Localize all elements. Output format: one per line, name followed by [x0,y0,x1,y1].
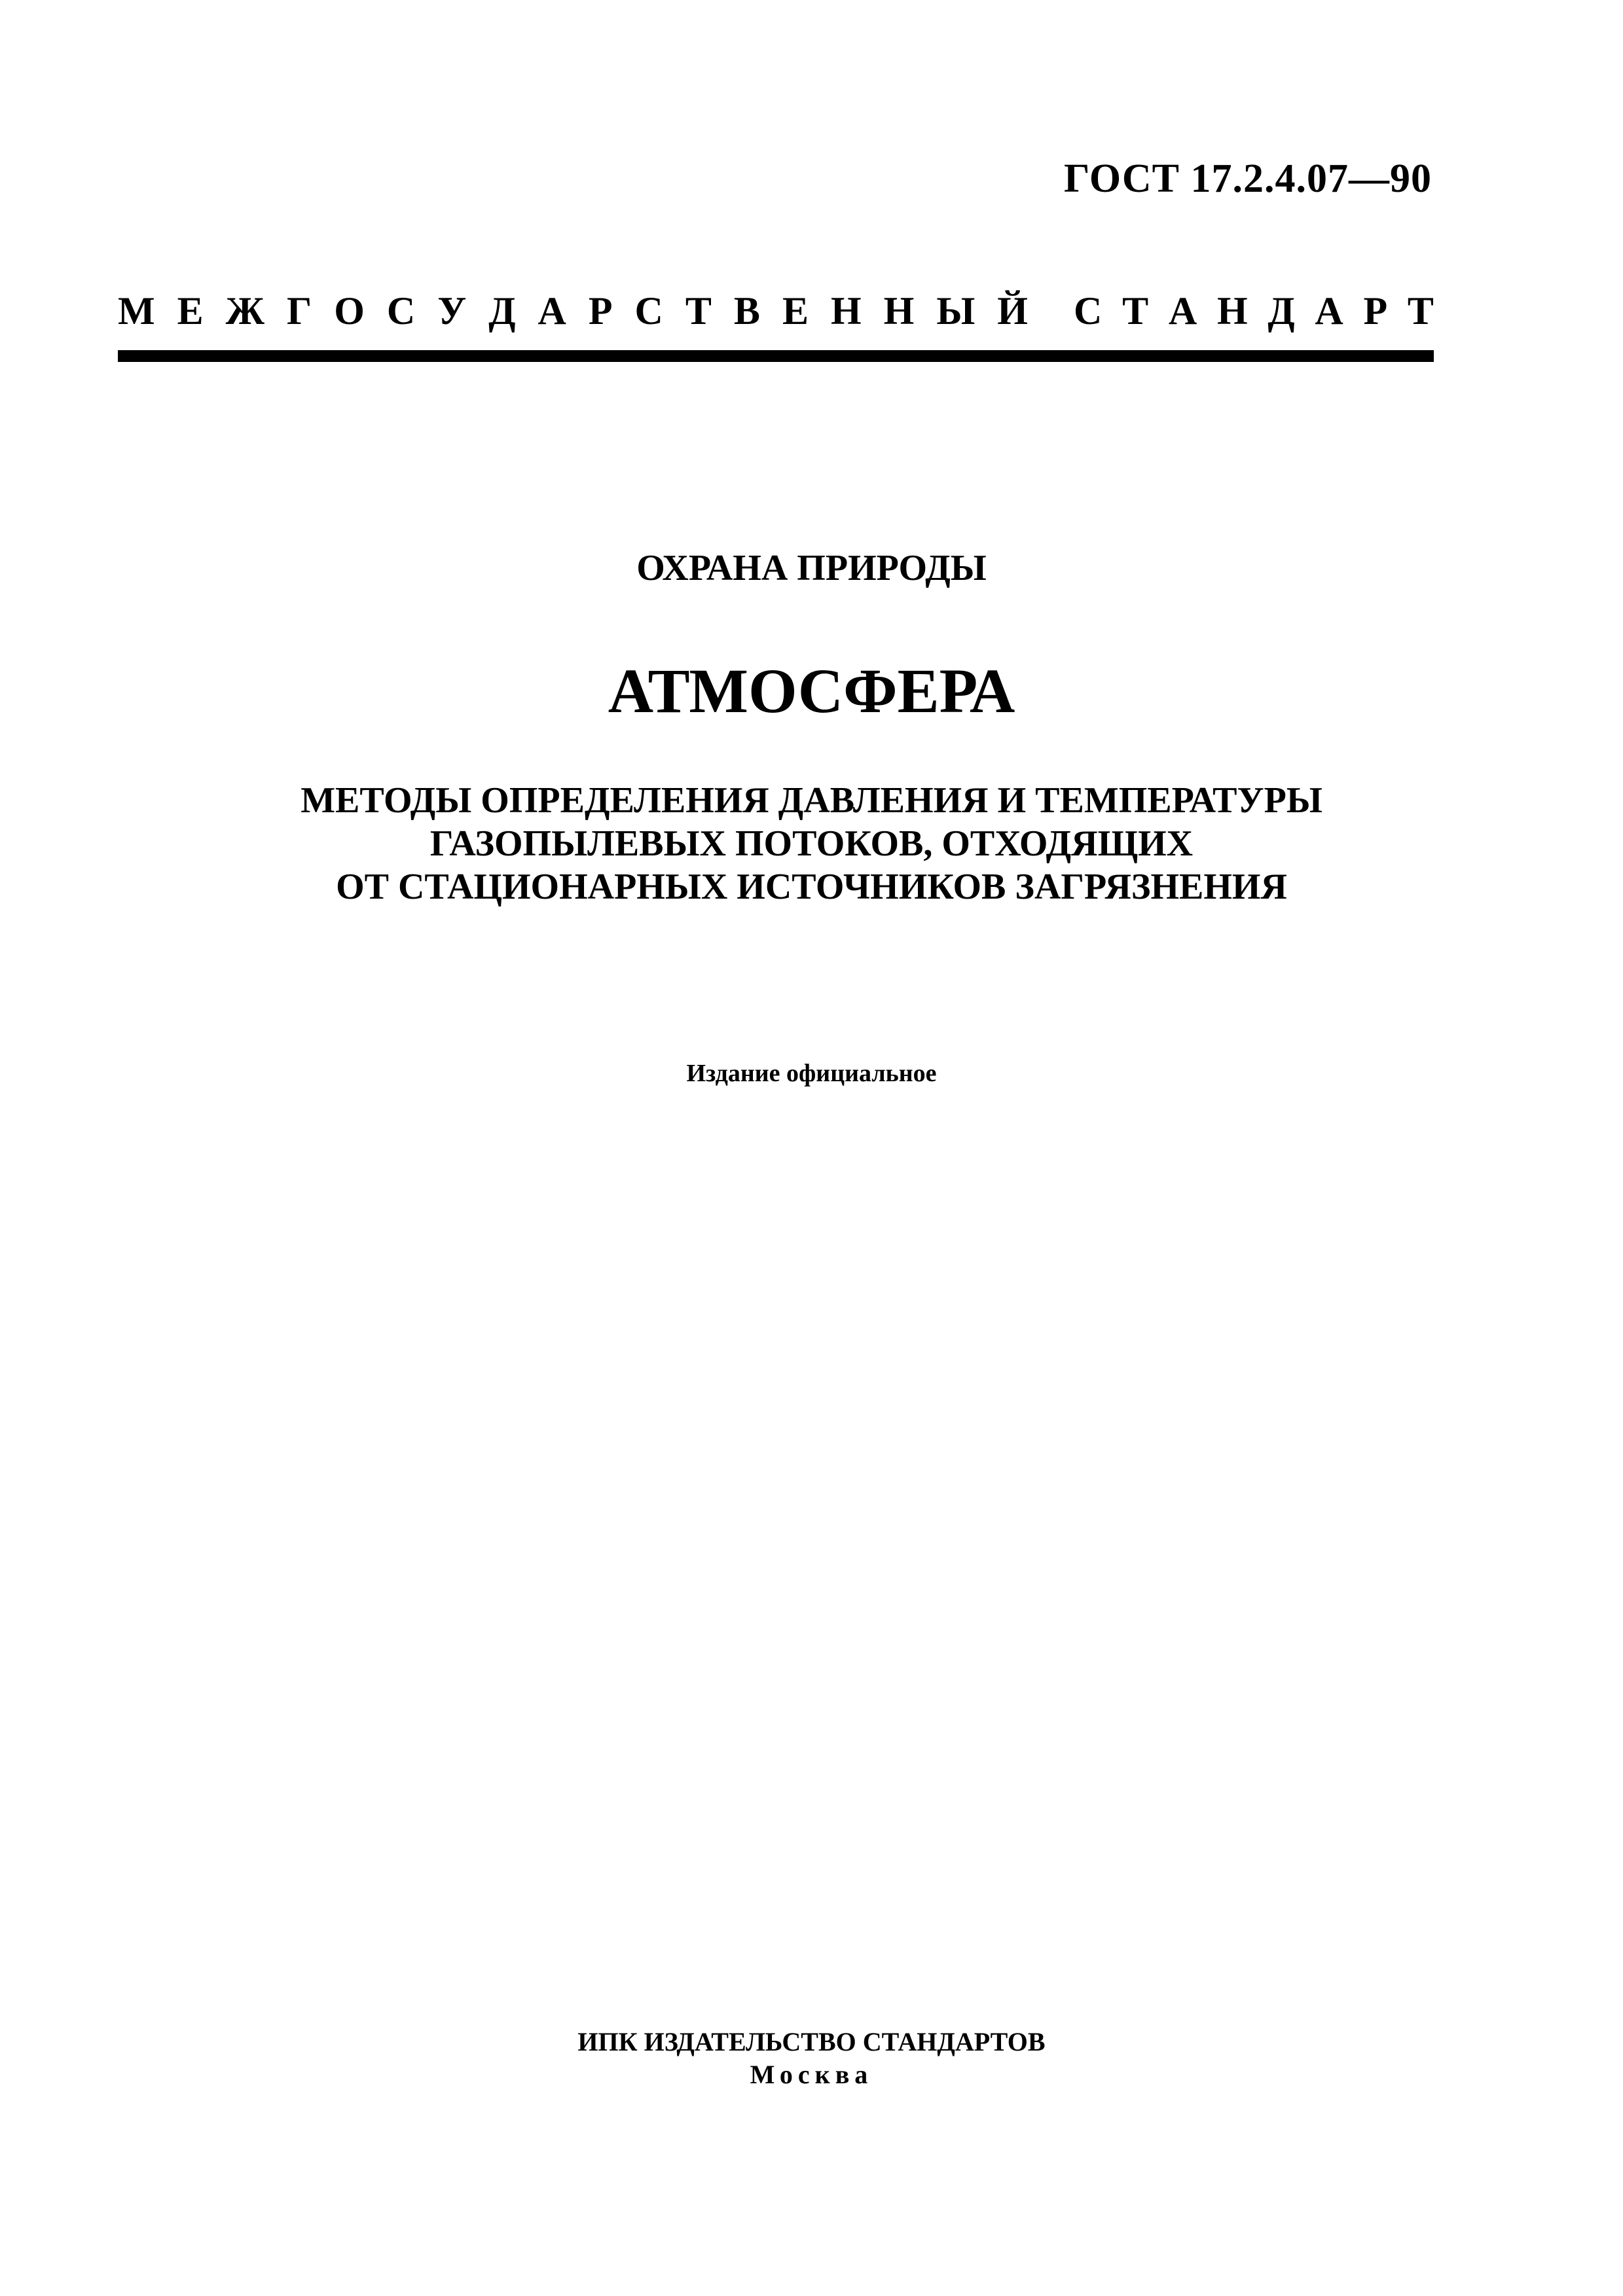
document-subtitle [0,779,1623,908]
standard-type-letter: А [538,289,566,332]
standard-type-letter: В [733,289,760,332]
standard-type-letter: Е [177,289,204,332]
document-title: АТМОСФЕРА [608,656,1015,726]
standard-type-letter: Д [488,289,516,332]
standard-type-letter: Р [588,289,613,332]
standard-type-letter: Т [1407,289,1434,332]
standard-type-letter: Т [1122,289,1149,332]
standard-type-heading [118,291,1434,331]
header-rule [118,350,1434,362]
standard-type-letter: С [1074,289,1103,332]
standard-type-word-1 [118,291,1028,331]
standard-type-letter: Р [1363,289,1388,332]
standard-type-letter: Н [1216,289,1248,332]
standard-type-letter: Г [287,289,312,332]
publisher-city: Москва [750,2060,873,2089]
edition-label: Издание официальное [686,1060,937,1087]
standard-type-letter: Т [685,289,712,332]
standard-type-letter: Ж [225,289,264,332]
standard-type-letter: Ы [936,289,976,332]
standard-type-letter: Д [1267,289,1295,332]
publisher-name: ИПК ИЗДАТЕЛЬСТВО СТАНДАРТОВ [577,2027,1046,2056]
standard-type-letter: А [1315,289,1343,332]
publisher-block [0,2026,1623,2091]
subtitle-line: ГАЗОПЫЛЕВЫХ ПОТОКОВ, ОТХОДЯЩИХ [429,823,1194,864]
standard-type-letter: Е [782,289,809,332]
standard-type-letter: С [386,289,416,332]
standard-type-letter: О [334,289,365,332]
standard-type-letter: А [1168,289,1197,332]
document-number: ГОСТ 17.2.4.07—90 [1063,156,1432,201]
standard-type-word-2 [1074,291,1434,331]
standard-type-letter: М [118,289,155,332]
standard-type-letter: Н [830,289,862,332]
standard-type-letter: Й [997,289,1028,332]
document-subject: ОХРАНА ПРИРОДЫ [636,548,987,588]
standard-type-letter: С [634,289,663,332]
standard-type-letter: У [437,289,467,332]
standard-type-letter: Н [883,289,915,332]
subtitle-line: ОТ СТАЦИОНАРНЫХ ИСТОЧНИКОВ ЗАГРЯЗНЕНИЯ [336,867,1287,907]
subtitle-line: МЕТОДЫ ОПРЕДЕЛЕНИЯ ДАВЛЕНИЯ И ТЕМПЕРАТУРЫ [301,780,1322,821]
